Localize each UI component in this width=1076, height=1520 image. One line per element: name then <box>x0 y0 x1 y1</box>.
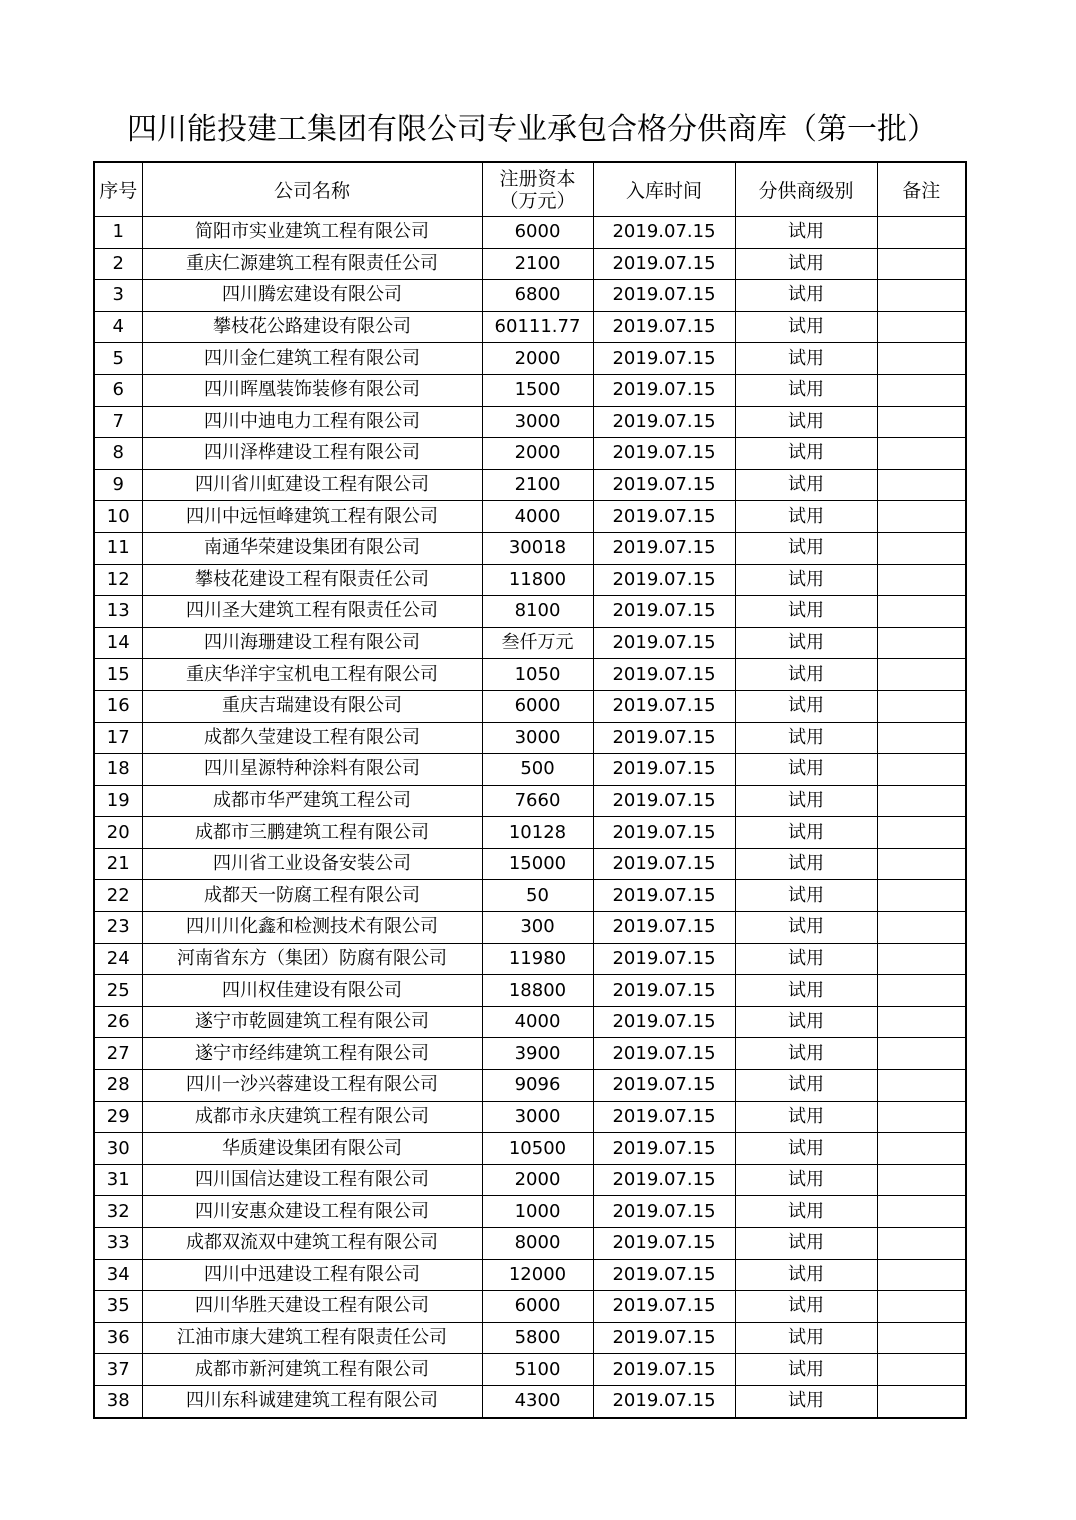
cell-no: 2 <box>94 248 142 280</box>
cell-no: 30 <box>94 1133 142 1165</box>
cell-capital: 1500 <box>482 374 593 406</box>
cell-no: 4 <box>94 311 142 343</box>
table-row <box>94 785 966 817</box>
cell-entry-date: 2019.07.15 <box>593 217 735 249</box>
cell-remarks <box>877 722 966 754</box>
cell-no: 13 <box>94 596 142 628</box>
cell-entry-date: 2019.07.15 <box>593 1385 735 1417</box>
cell-no: 29 <box>94 1101 142 1133</box>
table-row <box>94 406 966 438</box>
cell-level: 试用 <box>735 1006 877 1038</box>
cell-entry-date: 2019.07.15 <box>593 690 735 722</box>
cell-entry-date: 2019.07.15 <box>593 912 735 944</box>
cell-no: 1 <box>94 217 142 249</box>
table-body <box>94 217 966 1418</box>
header-capital <box>482 162 593 217</box>
cell-company: 成都久莹建设工程有限公司 <box>142 722 482 754</box>
cell-remarks <box>877 1385 966 1417</box>
cell-level: 试用 <box>735 532 877 564</box>
cell-capital: 10128 <box>482 817 593 849</box>
cell-capital: 4300 <box>482 1385 593 1417</box>
cell-remarks <box>877 311 966 343</box>
cell-capital: 18800 <box>482 975 593 1007</box>
cell-company: 四川中迅建设工程有限公司 <box>142 1259 482 1291</box>
cell-company: 四川一沙兴蓉建设工程有限公司 <box>142 1070 482 1102</box>
cell-no: 3 <box>94 280 142 312</box>
cell-capital: 5800 <box>482 1322 593 1354</box>
cell-remarks <box>877 1196 966 1228</box>
cell-entry-date: 2019.07.15 <box>593 722 735 754</box>
cell-level: 试用 <box>735 722 877 754</box>
cell-level: 试用 <box>735 1038 877 1070</box>
cell-remarks <box>877 817 966 849</box>
table-row <box>94 1259 966 1291</box>
table-row <box>94 943 966 975</box>
cell-no: 26 <box>94 1006 142 1038</box>
cell-company: 华质建设集团有限公司 <box>142 1133 482 1165</box>
cell-entry-date: 2019.07.15 <box>593 564 735 596</box>
cell-capital: 叁仟万元 <box>482 627 593 659</box>
cell-company: 南通华荣建设集团有限公司 <box>142 532 482 564</box>
cell-no: 20 <box>94 817 142 849</box>
cell-level: 试用 <box>735 343 877 375</box>
cell-remarks <box>877 596 966 628</box>
cell-capital: 3000 <box>482 722 593 754</box>
cell-level: 试用 <box>735 374 877 406</box>
table-row <box>94 690 966 722</box>
cell-no: 21 <box>94 848 142 880</box>
cell-capital: 12000 <box>482 1259 593 1291</box>
cell-level: 试用 <box>735 880 877 912</box>
cell-company: 四川东科诚建建筑工程有限公司 <box>142 1385 482 1417</box>
table-row <box>94 1101 966 1133</box>
cell-entry-date: 2019.07.15 <box>593 975 735 1007</box>
cell-capital: 60111.77 <box>482 311 593 343</box>
cell-no: 16 <box>94 690 142 722</box>
header-capital-line1: 注册资本 <box>499 167 576 190</box>
table-row <box>94 1133 966 1165</box>
cell-capital: 5100 <box>482 1354 593 1386</box>
cell-remarks <box>877 754 966 786</box>
table-row <box>94 722 966 754</box>
cell-level: 试用 <box>735 785 877 817</box>
cell-level: 试用 <box>735 311 877 343</box>
table-row <box>94 217 966 249</box>
cell-capital: 2100 <box>482 469 593 501</box>
cell-level: 试用 <box>735 1164 877 1196</box>
cell-level: 试用 <box>735 1228 877 1260</box>
cell-remarks <box>877 1354 966 1386</box>
cell-capital: 1050 <box>482 659 593 691</box>
cell-entry-date: 2019.07.15 <box>593 785 735 817</box>
table-header <box>94 162 966 217</box>
cell-no: 6 <box>94 374 142 406</box>
cell-company: 江油市康大建筑工程有限责任公司 <box>142 1322 482 1354</box>
cell-capital: 3900 <box>482 1038 593 1070</box>
cell-no: 36 <box>94 1322 142 1354</box>
cell-capital: 6000 <box>482 217 593 249</box>
cell-level: 试用 <box>735 943 877 975</box>
cell-company: 攀枝花公路建设有限公司 <box>142 311 482 343</box>
cell-remarks <box>877 1228 966 1260</box>
cell-capital: 8100 <box>482 596 593 628</box>
cell-entry-date: 2019.07.15 <box>593 880 735 912</box>
cell-no: 17 <box>94 722 142 754</box>
cell-company: 简阳市实业建筑工程有限公司 <box>142 217 482 249</box>
cell-company: 四川星源特种涂料有限公司 <box>142 754 482 786</box>
cell-level: 试用 <box>735 912 877 944</box>
cell-level: 试用 <box>735 627 877 659</box>
cell-entry-date: 2019.07.15 <box>593 501 735 533</box>
cell-company: 成都天一防腐工程有限公司 <box>142 880 482 912</box>
cell-capital: 500 <box>482 754 593 786</box>
cell-no: 15 <box>94 659 142 691</box>
table-row <box>94 311 966 343</box>
cell-capital: 11980 <box>482 943 593 975</box>
table-row <box>94 469 966 501</box>
cell-no: 19 <box>94 785 142 817</box>
cell-capital: 6000 <box>482 690 593 722</box>
cell-entry-date: 2019.07.15 <box>593 659 735 691</box>
cell-company: 重庆仁源建筑工程有限责任公司 <box>142 248 482 280</box>
cell-capital: 30018 <box>482 532 593 564</box>
cell-entry-date: 2019.07.15 <box>593 1070 735 1102</box>
cell-no: 28 <box>94 1070 142 1102</box>
cell-company: 遂宁市经纬建筑工程有限公司 <box>142 1038 482 1070</box>
cell-remarks <box>877 343 966 375</box>
cell-entry-date: 2019.07.15 <box>593 1196 735 1228</box>
cell-no: 10 <box>94 501 142 533</box>
cell-remarks <box>877 912 966 944</box>
table-row <box>94 880 966 912</box>
table-row <box>94 280 966 312</box>
table-row <box>94 1322 966 1354</box>
cell-level: 试用 <box>735 406 877 438</box>
table-row <box>94 596 966 628</box>
cell-capital: 15000 <box>482 848 593 880</box>
cell-entry-date: 2019.07.15 <box>593 1228 735 1260</box>
table-row <box>94 912 966 944</box>
cell-company: 四川华胜天建设工程有限公司 <box>142 1291 482 1323</box>
table-row <box>94 975 966 1007</box>
cell-capital: 2100 <box>482 248 593 280</box>
table-row <box>94 564 966 596</box>
cell-remarks <box>877 943 966 975</box>
cell-entry-date: 2019.07.15 <box>593 469 735 501</box>
cell-no: 7 <box>94 406 142 438</box>
cell-remarks <box>877 280 966 312</box>
cell-remarks <box>877 1101 966 1133</box>
cell-remarks <box>877 1038 966 1070</box>
cell-no: 22 <box>94 880 142 912</box>
cell-remarks <box>877 1133 966 1165</box>
cell-no: 11 <box>94 532 142 564</box>
cell-capital: 2000 <box>482 343 593 375</box>
cell-remarks <box>877 532 966 564</box>
table-row <box>94 1354 966 1386</box>
table-row <box>94 343 966 375</box>
cell-remarks <box>877 1006 966 1038</box>
cell-entry-date: 2019.07.15 <box>593 311 735 343</box>
cell-company: 成都市三鹏建筑工程有限公司 <box>142 817 482 849</box>
table-row <box>94 1385 966 1417</box>
cell-remarks <box>877 1322 966 1354</box>
cell-level: 试用 <box>735 659 877 691</box>
cell-company: 四川晖凰装饰装修有限公司 <box>142 374 482 406</box>
cell-company: 成都市华严建筑工程公司 <box>142 785 482 817</box>
cell-remarks <box>877 1291 966 1323</box>
cell-capital: 4000 <box>482 501 593 533</box>
cell-level: 试用 <box>735 975 877 1007</box>
cell-level: 试用 <box>735 217 877 249</box>
cell-no: 14 <box>94 627 142 659</box>
table-row <box>94 1196 966 1228</box>
header-level: 分供商级别 <box>735 162 877 217</box>
header-company: 公司名称 <box>142 162 482 217</box>
cell-capital: 6800 <box>482 280 593 312</box>
cell-no: 38 <box>94 1385 142 1417</box>
cell-capital: 3000 <box>482 1101 593 1133</box>
cell-company: 四川安惠众建设工程有限公司 <box>142 1196 482 1228</box>
cell-no: 32 <box>94 1196 142 1228</box>
cell-no: 35 <box>94 1291 142 1323</box>
cell-level: 试用 <box>735 690 877 722</box>
cell-no: 31 <box>94 1164 142 1196</box>
cell-company: 四川金仁建筑工程有限公司 <box>142 343 482 375</box>
cell-capital: 1000 <box>482 1196 593 1228</box>
cell-company: 四川圣大建筑工程有限责任公司 <box>142 596 482 628</box>
cell-level: 试用 <box>735 1101 877 1133</box>
cell-entry-date: 2019.07.15 <box>593 1164 735 1196</box>
header-remarks: 备注 <box>877 162 966 217</box>
table-row <box>94 374 966 406</box>
table-row <box>94 1228 966 1260</box>
cell-level: 试用 <box>735 754 877 786</box>
cell-capital: 9096 <box>482 1070 593 1102</box>
cell-entry-date: 2019.07.15 <box>593 627 735 659</box>
cell-remarks <box>877 880 966 912</box>
cell-company: 重庆华洋宇宝机电工程有限公司 <box>142 659 482 691</box>
cell-entry-date: 2019.07.15 <box>593 1354 735 1386</box>
cell-level: 试用 <box>735 438 877 470</box>
cell-remarks <box>877 659 966 691</box>
cell-no: 27 <box>94 1038 142 1070</box>
cell-level: 试用 <box>735 1133 877 1165</box>
cell-entry-date: 2019.07.15 <box>593 248 735 280</box>
cell-level: 试用 <box>735 1385 877 1417</box>
cell-remarks <box>877 1164 966 1196</box>
table-row <box>94 627 966 659</box>
cell-company: 四川省川虹建设工程有限公司 <box>142 469 482 501</box>
cell-company: 四川川化鑫和检测技术有限公司 <box>142 912 482 944</box>
cell-level: 试用 <box>735 469 877 501</box>
cell-entry-date: 2019.07.15 <box>593 1291 735 1323</box>
cell-remarks <box>877 374 966 406</box>
cell-no: 12 <box>94 564 142 596</box>
cell-level: 试用 <box>735 501 877 533</box>
cell-entry-date: 2019.07.15 <box>593 343 735 375</box>
table-row <box>94 817 966 849</box>
cell-company: 四川国信达建设工程有限公司 <box>142 1164 482 1196</box>
table-row <box>94 1291 966 1323</box>
cell-level: 试用 <box>735 564 877 596</box>
cell-no: 23 <box>94 912 142 944</box>
cell-remarks <box>877 690 966 722</box>
cell-entry-date: 2019.07.15 <box>593 406 735 438</box>
cell-capital: 300 <box>482 912 593 944</box>
cell-entry-date: 2019.07.15 <box>593 1133 735 1165</box>
cell-company: 重庆吉瑞建设有限公司 <box>142 690 482 722</box>
cell-remarks <box>877 248 966 280</box>
table-row <box>94 1038 966 1070</box>
cell-level: 试用 <box>735 280 877 312</box>
cell-remarks <box>877 627 966 659</box>
cell-entry-date: 2019.07.15 <box>593 1259 735 1291</box>
cell-capital: 7660 <box>482 785 593 817</box>
cell-remarks <box>877 785 966 817</box>
supplier-table <box>93 161 967 1419</box>
table-row <box>94 848 966 880</box>
cell-no: 25 <box>94 975 142 1007</box>
header-row <box>94 162 966 217</box>
cell-no: 8 <box>94 438 142 470</box>
table-row <box>94 501 966 533</box>
cell-capital: 4000 <box>482 1006 593 1038</box>
cell-remarks <box>877 438 966 470</box>
cell-entry-date: 2019.07.15 <box>593 1322 735 1354</box>
cell-remarks <box>877 975 966 1007</box>
table-row <box>94 754 966 786</box>
cell-level: 试用 <box>735 1291 877 1323</box>
cell-no: 37 <box>94 1354 142 1386</box>
cell-level: 试用 <box>735 1322 877 1354</box>
document-title: 四川能投建工集团有限公司专业承包合格分供商库（第一批） <box>127 112 937 147</box>
cell-level: 试用 <box>735 1259 877 1291</box>
table-row <box>94 532 966 564</box>
cell-company: 四川省工业设备安装公司 <box>142 848 482 880</box>
cell-level: 试用 <box>735 817 877 849</box>
table-row <box>94 438 966 470</box>
cell-no: 5 <box>94 343 142 375</box>
cell-company: 遂宁市乾圆建筑工程有限公司 <box>142 1006 482 1038</box>
cell-remarks <box>877 406 966 438</box>
cell-remarks <box>877 1259 966 1291</box>
header-no: 序号 <box>94 162 142 217</box>
cell-entry-date: 2019.07.15 <box>593 848 735 880</box>
cell-capital: 50 <box>482 880 593 912</box>
cell-company: 河南省东方（集团）防腐有限公司 <box>142 943 482 975</box>
cell-remarks <box>877 848 966 880</box>
cell-capital: 2000 <box>482 1164 593 1196</box>
cell-entry-date: 2019.07.15 <box>593 754 735 786</box>
cell-company: 成都双流双中建筑工程有限公司 <box>142 1228 482 1260</box>
cell-no: 9 <box>94 469 142 501</box>
header-capital-line2: （万元） <box>499 189 576 212</box>
cell-company: 成都市新河建筑工程有限公司 <box>142 1354 482 1386</box>
cell-no: 18 <box>94 754 142 786</box>
cell-entry-date: 2019.07.15 <box>593 1006 735 1038</box>
cell-entry-date: 2019.07.15 <box>593 596 735 628</box>
cell-level: 试用 <box>735 248 877 280</box>
cell-capital: 3000 <box>482 406 593 438</box>
cell-level: 试用 <box>735 1070 877 1102</box>
cell-entry-date: 2019.07.15 <box>593 374 735 406</box>
cell-remarks <box>877 469 966 501</box>
cell-level: 试用 <box>735 596 877 628</box>
cell-remarks <box>877 564 966 596</box>
cell-entry-date: 2019.07.15 <box>593 1038 735 1070</box>
table-row <box>94 1006 966 1038</box>
cell-company: 四川腾宏建设有限公司 <box>142 280 482 312</box>
cell-company: 成都市永庆建筑工程有限公司 <box>142 1101 482 1133</box>
cell-capital: 10500 <box>482 1133 593 1165</box>
cell-company: 四川泽桦建设工程有限公司 <box>142 438 482 470</box>
cell-entry-date: 2019.07.15 <box>593 943 735 975</box>
cell-no: 24 <box>94 943 142 975</box>
cell-no: 33 <box>94 1228 142 1260</box>
cell-company: 四川中迪电力工程有限公司 <box>142 406 482 438</box>
cell-company: 四川权佳建设有限公司 <box>142 975 482 1007</box>
cell-remarks <box>877 501 966 533</box>
header-entry-date: 入库时间 <box>593 162 735 217</box>
table-row <box>94 1070 966 1102</box>
cell-remarks <box>877 217 966 249</box>
cell-capital: 6000 <box>482 1291 593 1323</box>
cell-capital: 8000 <box>482 1228 593 1260</box>
cell-no: 34 <box>94 1259 142 1291</box>
cell-entry-date: 2019.07.15 <box>593 280 735 312</box>
cell-capital: 2000 <box>482 438 593 470</box>
cell-level: 试用 <box>735 848 877 880</box>
table-row <box>94 659 966 691</box>
cell-entry-date: 2019.07.15 <box>593 817 735 849</box>
cell-remarks <box>877 1070 966 1102</box>
cell-entry-date: 2019.07.15 <box>593 532 735 564</box>
cell-entry-date: 2019.07.15 <box>593 438 735 470</box>
cell-entry-date: 2019.07.15 <box>593 1101 735 1133</box>
cell-company: 四川中远恒峰建筑工程有限公司 <box>142 501 482 533</box>
cell-capital: 11800 <box>482 564 593 596</box>
cell-level: 试用 <box>735 1354 877 1386</box>
cell-company: 四川海珊建设工程有限公司 <box>142 627 482 659</box>
table-row <box>94 248 966 280</box>
cell-company: 攀枝花建设工程有限责任公司 <box>142 564 482 596</box>
table-row <box>94 1164 966 1196</box>
cell-level: 试用 <box>735 1196 877 1228</box>
